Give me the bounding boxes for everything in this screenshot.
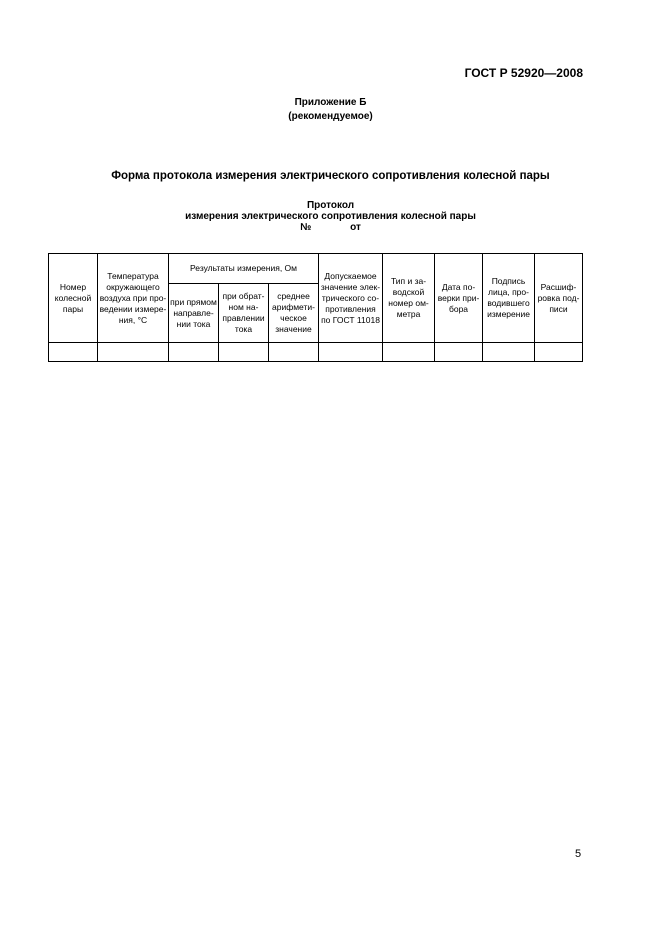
protocol-date-label: от [350, 222, 361, 233]
header-mean-value: среднее арифмети-ческое значение [269, 284, 319, 343]
table-cell[interactable] [169, 343, 219, 362]
table-row [49, 343, 583, 362]
table-cell[interactable] [98, 343, 169, 362]
header-signature: Подпись лица, про-водившего измерение [483, 254, 535, 343]
table-cell[interactable] [269, 343, 319, 362]
header-results-group: Результаты измерения, Ом [169, 254, 319, 284]
protocol-heading [0, 200, 661, 233]
page-number: 5 [575, 848, 582, 860]
table-cell[interactable] [483, 343, 535, 362]
header-wheelset-number: Номер колесной пары [49, 254, 98, 343]
table-cell[interactable] [49, 343, 98, 362]
header-device-type: Тип и за-водской номер ом-метра [383, 254, 435, 343]
document-number: ГОСТ Р 52920—2008 [464, 66, 583, 80]
protocol-title: Протокол [306, 200, 355, 211]
protocol-subtitle: измерения электрического сопротивления колесной пары [185, 211, 476, 222]
table-header-row [49, 254, 583, 284]
header-reverse-current: при обрат-ном на-правлении тока [219, 284, 269, 343]
header-direct-current: при прямом направле-нии тока [169, 284, 219, 343]
measurement-table [48, 253, 583, 362]
header-permissible-value: Допускаемое значение элек-трического со-противления по ГОСТ 11018 [319, 254, 383, 343]
table-cell[interactable] [535, 343, 583, 362]
protocol-number-label: № [300, 222, 312, 233]
table-cell[interactable] [219, 343, 269, 362]
table-cell[interactable] [383, 343, 435, 362]
form-title: Форма протокола измерения электрического сопротивления колесной пары [111, 170, 550, 182]
appendix-title: Приложение Б [294, 97, 367, 108]
table-cell[interactable] [435, 343, 483, 362]
header-temperature: Температура окружающего воздуха при про-ведении измере-ния, °С [98, 254, 169, 343]
table-cell[interactable] [319, 343, 383, 362]
appendix-heading [0, 96, 661, 124]
header-signature-decoding: Расшиф-ровка под-писи [535, 254, 583, 343]
protocol-number-line [0, 222, 661, 233]
header-verification-date: Дата по-верки при-бора [435, 254, 483, 343]
appendix-status: (рекомендуемое) [288, 111, 373, 122]
